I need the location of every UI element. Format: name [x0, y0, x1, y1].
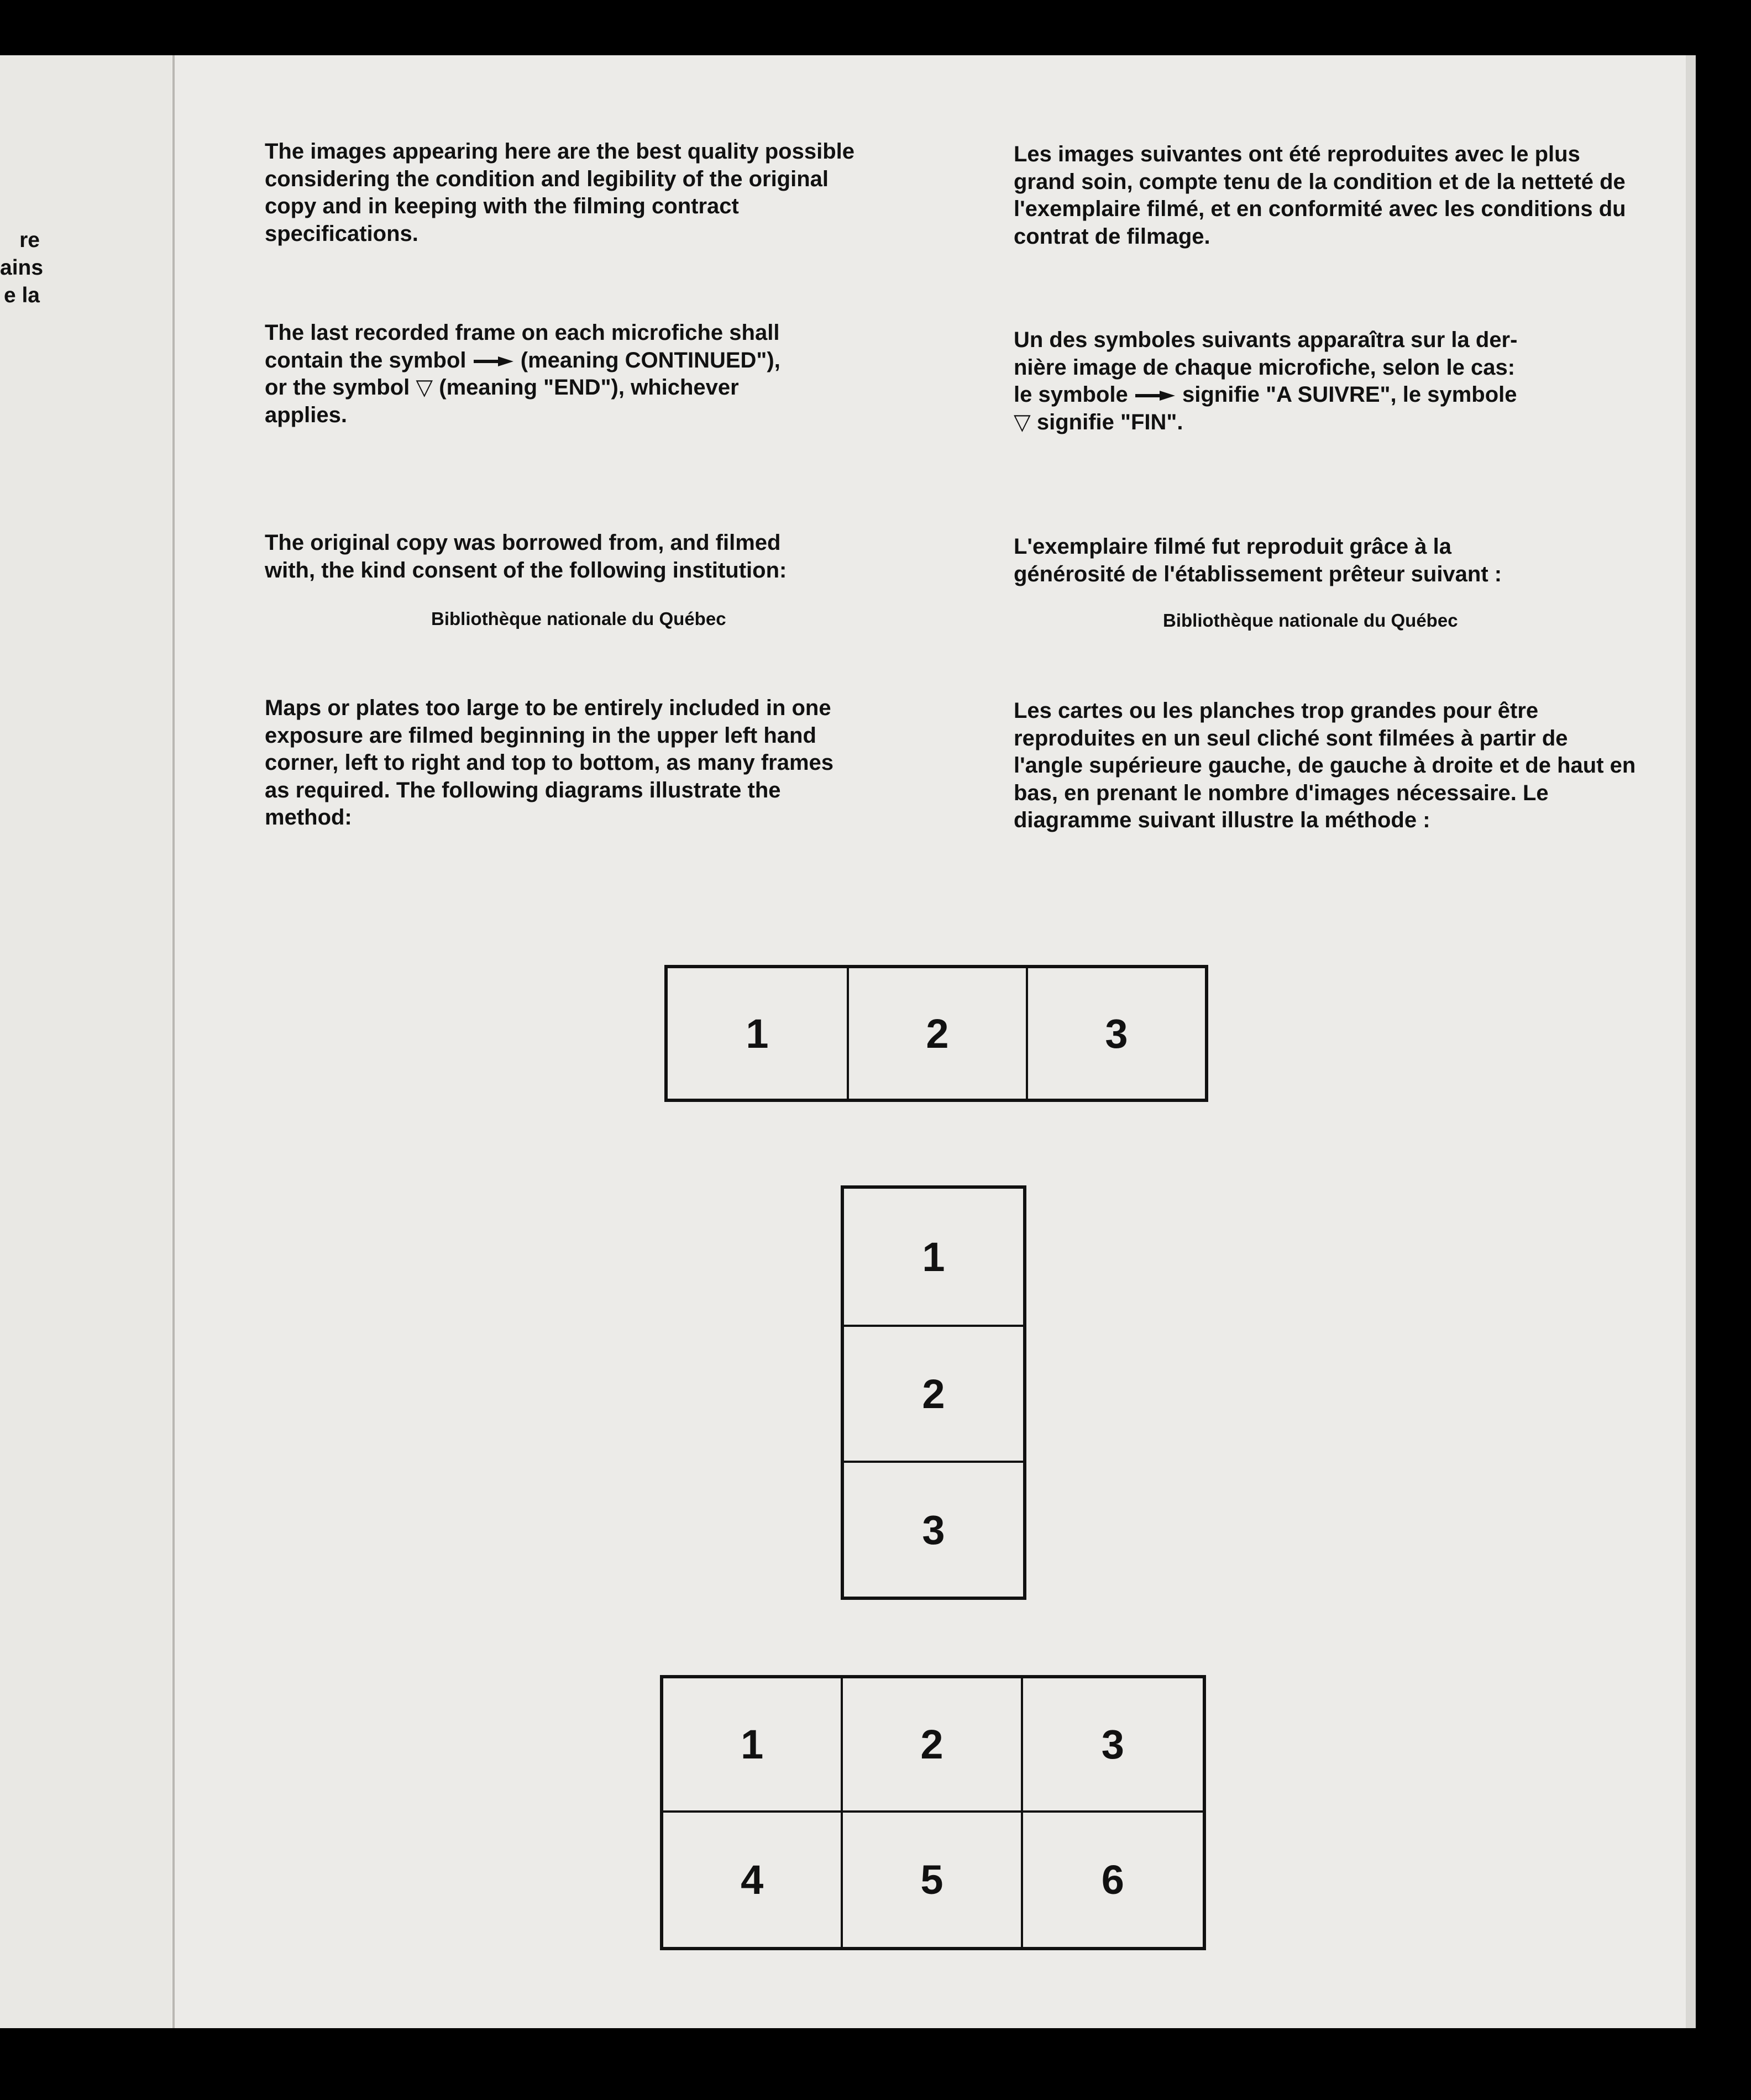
frame-cell: 2	[847, 968, 1026, 1099]
french-maps-paragraph: Les cartes ou les planches trop grandes pour être reproduites en un seul cliché sont filmées à partir de l'angle supérieure gauche, de gauche à droite et de haut en bas, en prenant le nombre d'images nécessaire. Le diagramme suivant illustre la méthode :	[1014, 699, 1636, 832]
previous-page-text-fragments	[0, 227, 44, 309]
french-symbol-paragraph	[1014, 327, 1638, 436]
french-source-paragraph: L'exemplaire filmé fut reproduit grâce à la générosité de l'établissement prêteur suivant :	[1014, 534, 1502, 586]
continued-arrow-icon	[473, 355, 515, 368]
edge-fragment: re	[19, 228, 40, 252]
english-maps-paragraph: Maps or plates too large to be entirely included in one exposure are filmed beginning in the upper left hand corner, left to right and top to bottom, as many frames as required. The following diagrams illustrate the method:	[265, 696, 834, 830]
text-line: ▽ signifie "FIN".	[1014, 410, 1183, 434]
english-institution-name: Bibliothèque nationale du Québec	[431, 608, 726, 629]
frame-cell: 3	[1026, 968, 1205, 1099]
text-fragment: contain the symbol	[265, 348, 466, 372]
frame-cell: 1	[922, 1233, 945, 1280]
frame-cell: 3	[1023, 1678, 1203, 1813]
edge-fragment: ains	[0, 256, 44, 280]
continued-arrow-icon	[1134, 389, 1176, 402]
page-divider	[172, 55, 175, 2028]
frame-cell: 5	[843, 1813, 1023, 1947]
frame-cell: 2	[844, 1325, 1023, 1461]
text-line: nière image de chaque microfiche, selon le cas:	[1014, 355, 1516, 380]
text-line	[1014, 381, 1638, 409]
text-fragment: signifie "A SUIVRE", le symbole	[1182, 382, 1517, 407]
frame-cell: 4	[663, 1813, 843, 1947]
frame-cell: 6	[1101, 1857, 1124, 1903]
previous-page-strip	[0, 55, 171, 2028]
text-line: or the symbol ▽ (meaning "END"), whichever	[265, 375, 739, 400]
french-institution-name: Bibliothèque nationale du Québec	[1163, 610, 1458, 631]
vertical-frame-diagram	[841, 1185, 1026, 1600]
scanned-page	[0, 55, 1696, 2028]
english-quality-paragraph: The images appearing here are the best quality possible considering the condition and legibility of the original copy and in keeping with the filming contract specifications.	[265, 139, 854, 246]
text-line: applies.	[265, 402, 347, 427]
text-line: Un des symboles suivants apparaîtra sur la der-	[1014, 328, 1518, 352]
text-line	[265, 347, 873, 375]
frame-cell: 3	[844, 1461, 1023, 1597]
frame-cell: 1	[746, 1010, 769, 1057]
frame-cell: 2	[843, 1678, 1023, 1813]
text-line: The last recorded frame on each microfiche shall	[265, 321, 780, 345]
french-quality-paragraph: Les images suivantes ont été reproduites avec le plus grand soin, compte tenu de la condition et de la netteté de l'exemplaire filmé, et en conformité avec les conditions du contrat de filmage.	[1014, 142, 1626, 249]
grid-frame-diagram	[660, 1675, 1206, 1950]
page-right-edge	[1686, 55, 1696, 2028]
horizontal-frame-diagram	[664, 965, 1208, 1102]
english-symbol-paragraph	[265, 319, 873, 429]
text-fragment: (meaning CONTINUED"),	[520, 348, 780, 372]
text-fragment: le symbole	[1014, 382, 1128, 407]
frame-cell: 1	[663, 1678, 843, 1813]
english-source-paragraph: The original copy was borrowed from, and filmed with, the kind consent of the following institution:	[265, 531, 787, 582]
edge-fragment: e la	[3, 284, 40, 307]
